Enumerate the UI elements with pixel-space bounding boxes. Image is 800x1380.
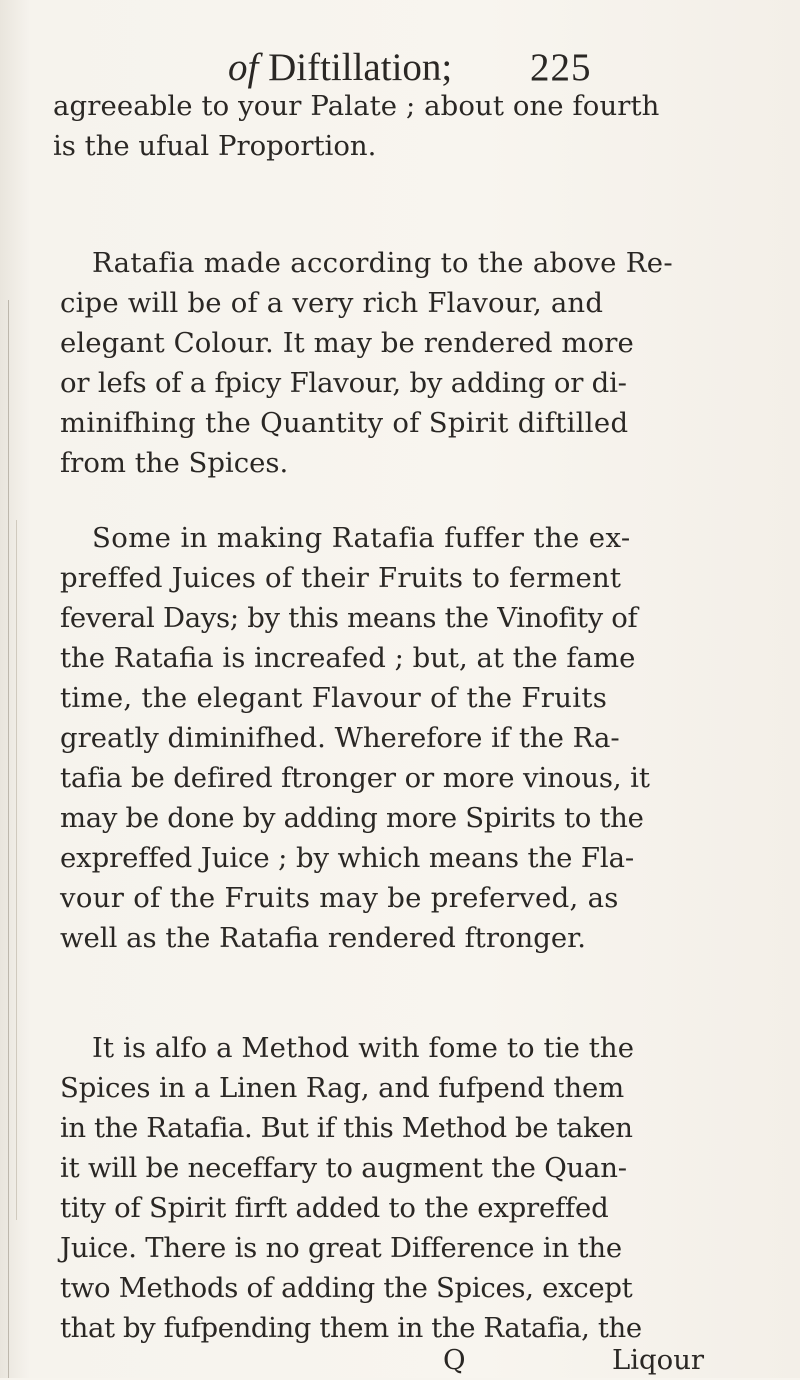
text-line: two Methods of adding the Spices, except — [60, 1272, 633, 1304]
text-line: Juice. There is no great Difference in the — [60, 1232, 622, 1264]
catchword: Liqour — [612, 1344, 705, 1376]
text-line: minifhing the Quantity of Spirit diftilled — [60, 407, 629, 439]
text-line: feveral Days; by this means the Vinofity of — [60, 602, 638, 634]
text-line: well as the Ratafia rendered ftronger. — [60, 922, 586, 954]
text-line: in the Ratafia. But if this Method be taken — [60, 1112, 633, 1144]
text-line: Some in making Ratafia fuffer the ex- — [92, 522, 631, 554]
binding-edge-inner — [16, 520, 17, 1220]
text-line: time, the elegant Flavour of the Fruits — [60, 682, 608, 714]
text-line: elegant Colour. It may be rendered more — [60, 327, 634, 359]
text-line: greatly diminifhed. Wherefore if the Ra- — [60, 722, 620, 754]
text-line: from the Spices. — [60, 447, 289, 479]
text-line: tity of Spirit firft added to the expreffed — [60, 1192, 609, 1224]
text-line: vour of the Fruits may be preferved, as — [60, 882, 619, 914]
text-line: It is alfo a Method with fome to tie the — [92, 1032, 635, 1064]
signature-mark: Q — [443, 1344, 466, 1376]
text-line: Spices in a Linen Rag, and fufpend them — [60, 1072, 625, 1104]
text-line: tafia be defired ftronger or more vinous, it — [60, 762, 650, 794]
text-line: or lefs of a fpicy Flavour, by adding or di- — [60, 367, 627, 399]
text-line: preffed Juices of their Fruits to ferment — [60, 562, 622, 594]
header-of: of — [228, 46, 259, 89]
text-line: may be done by adding more Spirits to the — [60, 802, 644, 834]
page-number: 225 — [530, 46, 592, 89]
text-line: the Ratafia is increafed ; but, at the fame — [60, 642, 636, 674]
text-line: it will be neceffary to augment the Quan- — [60, 1152, 627, 1184]
text-line: Ratafia made according to the above Re- — [92, 247, 673, 279]
text-line: that by fufpending them in the Ratafia, the — [60, 1312, 642, 1344]
text-line: expreffed Juice ; by which means the Fla- — [60, 842, 635, 874]
text-line: agreeable to your Palate ; about one fourth — [53, 90, 660, 122]
text-line: cipe will be of a very rich Flavour, and — [60, 287, 604, 319]
text-line: is the ufual Proportion. — [53, 130, 377, 162]
binding-edge — [8, 300, 9, 1378]
header-title: Diftillation; — [268, 46, 453, 89]
